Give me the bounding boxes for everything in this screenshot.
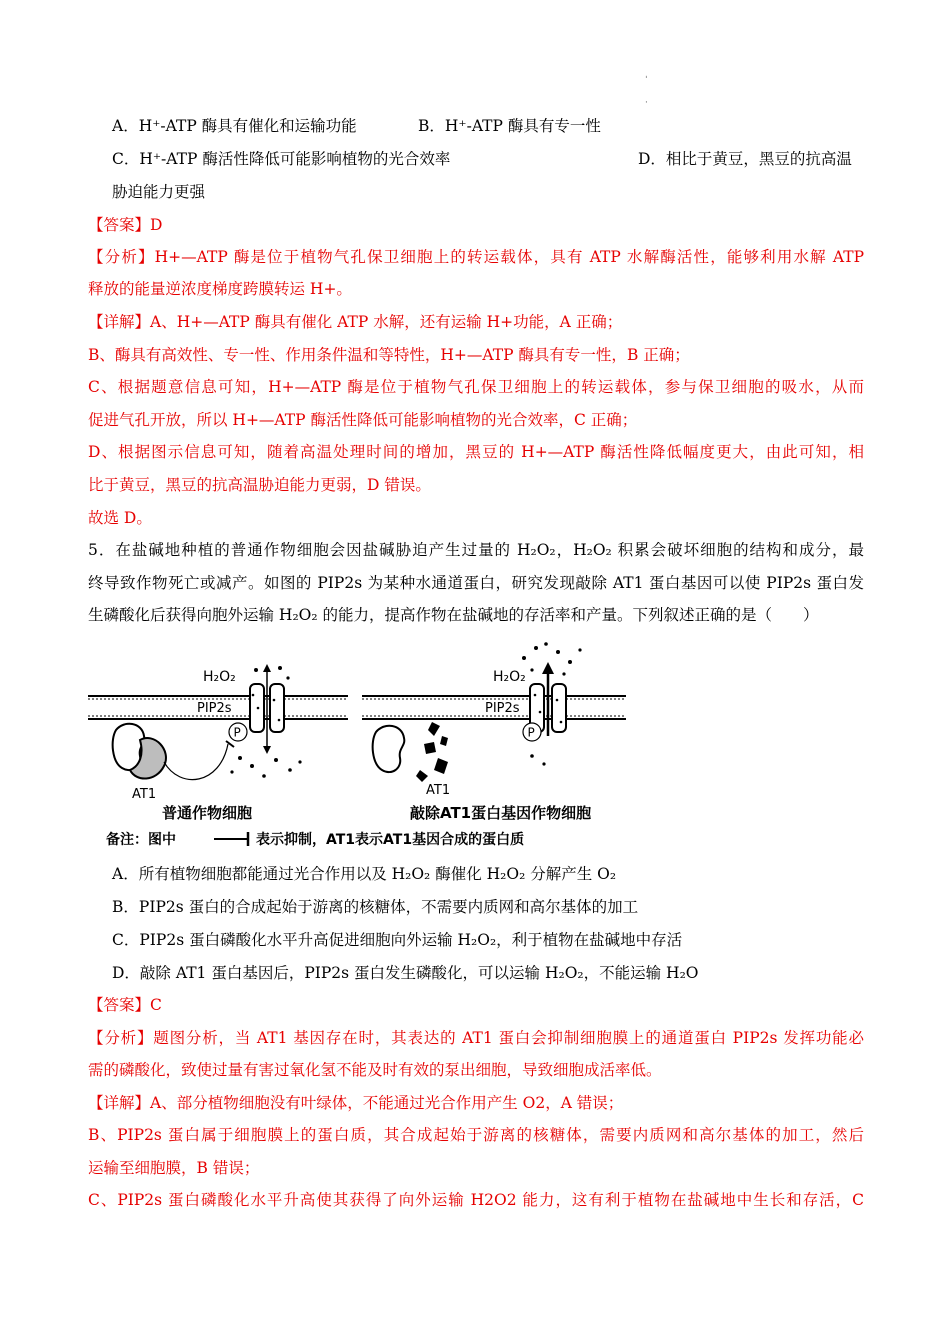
pip2s-label-right: PIP2s [485,701,520,716]
q4-detail-c: C、根据题意信息可知，H+—ATP 酶是位于植物气孔保卫细胞上的转运载体，参与保卫细胞的吸水，从而 [88,378,864,396]
q5-option-a: A．所有植物细胞都能通过光合作用以及 H₂O₂ 酶催化 H₂O₂ 分解产生 O₂ [112,865,617,883]
phosphate-label-right: P [527,725,535,740]
caption-left: 普通作物细胞 [162,804,253,822]
phosphate-label-left: P [233,725,241,740]
q5-detail-b: B、PIP2s 蛋白属于细胞膜上的蛋白质，其合成起始于游离的核糖体，需要内质网和高尔基体的加工，然后 [88,1126,864,1144]
pip2s-channel-left [250,664,284,754]
q5-analysis-cont: 需的磷酸化，致使过量有害过氧化氢不能及时有效的泵出细胞，导致细胞成活率低。 [88,1061,662,1079]
h2o2-molecules-left [230,666,301,778]
q5-detail-c: C、PIP2s 蛋白磷酸化水平升高使其获得了向外运输 H2O2 能力，这有利于植物在盐碱地中生长和存活，C [88,1191,864,1209]
q5-figure [80,640,640,850]
q4-detail-b: B、酶具有高效性、专一性、作用条件温和等特性，H+—ATP 酶具有专一性，B 正确； [88,346,690,364]
q4-detail-d: D、根据图示信息可知，随着高温处理时间的增加，黑豆的 H+—ATP 酶活性降低幅度更大，由此可知，相 [88,443,864,461]
at1-label-left: AT1 [132,787,157,802]
q4-option-d-cont: 胁迫能力更强 [112,183,206,201]
q4-analysis-cont: 释放的能量逆浓度梯度跨膜转运 H+。 [88,280,352,298]
pip2s-label-left: PIP2s [197,701,232,716]
at1-protein-left [113,724,234,780]
q4-analysis: 【分析】H+—ATP 酶是位于植物气孔保卫细胞上的转运载体，具有 ATP 水解酶活性，能够利用水解 ATP [88,248,864,266]
q4-detail-d-cont: 比于黄豆，黑豆的抗高温胁迫能力更弱，D 错误。 [88,476,431,494]
page-mark: · [645,98,648,108]
q5-option-c: C．PIP2s 蛋白磷酸化水平升高促进细胞向外运输 H₂O₂，利于植物在盐碱地中存活 [112,931,683,949]
caption-right: 敲除AT1蛋白基因作物细胞 [410,804,592,822]
q4-option-a: A．H⁺-ATP 酶具有催化和运输功能 [112,117,357,135]
q4-choose: 故选 D。 [88,509,152,527]
q4-option-c: C．H⁺-ATP 酶活性降低可能影响植物的光合效率 [112,150,451,168]
q5-detail-b-cont: 运输至细胞膜，B 错误； [88,1159,260,1177]
q5-answer: 【答案】C [88,996,162,1014]
h2o2-label-left: H₂O₂ [203,669,236,685]
q4-detail-c-cont: 促进气孔开放，所以 H+—ATP 酶活性降低可能影响植物的光合效率，C 正确； [88,411,638,429]
q5-analysis: 【分析】题图分析，当 AT1 基因存在时，其表达的 AT1 蛋白会抑制细胞膜上的通道蛋白 PIP2s 发挥功能必 [88,1029,864,1047]
page-mark: ˈ [645,76,648,86]
q4-option-b: B．H⁺-ATP 酶具有专一性 [418,117,601,135]
q5-detail-a: 【详解】A、部分植物细胞没有叶绿体，不能通过光合作用产生 O2，A 错误； [88,1094,624,1112]
q5-stem-cont2: 生磷酸化后获得向胞外运输 H₂O₂ 的能力，提高作物在盐碱地的存活率和产量。下列叙述正确的是（ ） [88,606,819,624]
at1-fragments-right [373,722,448,782]
q4-option-d: D．相比于黄豆，黑豆的抗高温 [638,150,852,168]
note-suffix: 表示抑制，AT1表示AT1基因合成的蛋白质 [256,832,525,848]
q4-detail-a: 【详解】A、H+—ATP 酶具有催化 ATP 水解，还有运输 H+功能，A 正确； [88,313,623,331]
note-prefix: 备注：图中 [106,832,176,848]
q5-stem: 5．在盐碱地种植的普通作物细胞会因盐碱胁迫产生过量的 H₂O₂，H₂O₂ 积累会破坏细胞的结构和成分，最 [88,541,864,559]
q5-stem-cont: 终导致作物死亡或减产。如图的 PIP2s 为某种水通道蛋白，研究发现敲除 AT1 蛋白基因可以使 PIP2s 蛋白发 [88,574,864,592]
q5-option-b: B．PIP2s 蛋白的合成起始于游离的核糖体，不需要内质网和高尔基体的加工 [112,898,639,916]
h2o2-label-right: H₂O₂ [493,669,526,685]
q4-answer: 【答案】D [88,216,163,234]
q5-option-d: D．敲除 AT1 蛋白基因后，PIP2s 蛋白发生磷酸化，可以运输 H₂O₂，不能运输 H₂O [112,964,699,982]
at1-label-right: AT1 [426,783,451,798]
